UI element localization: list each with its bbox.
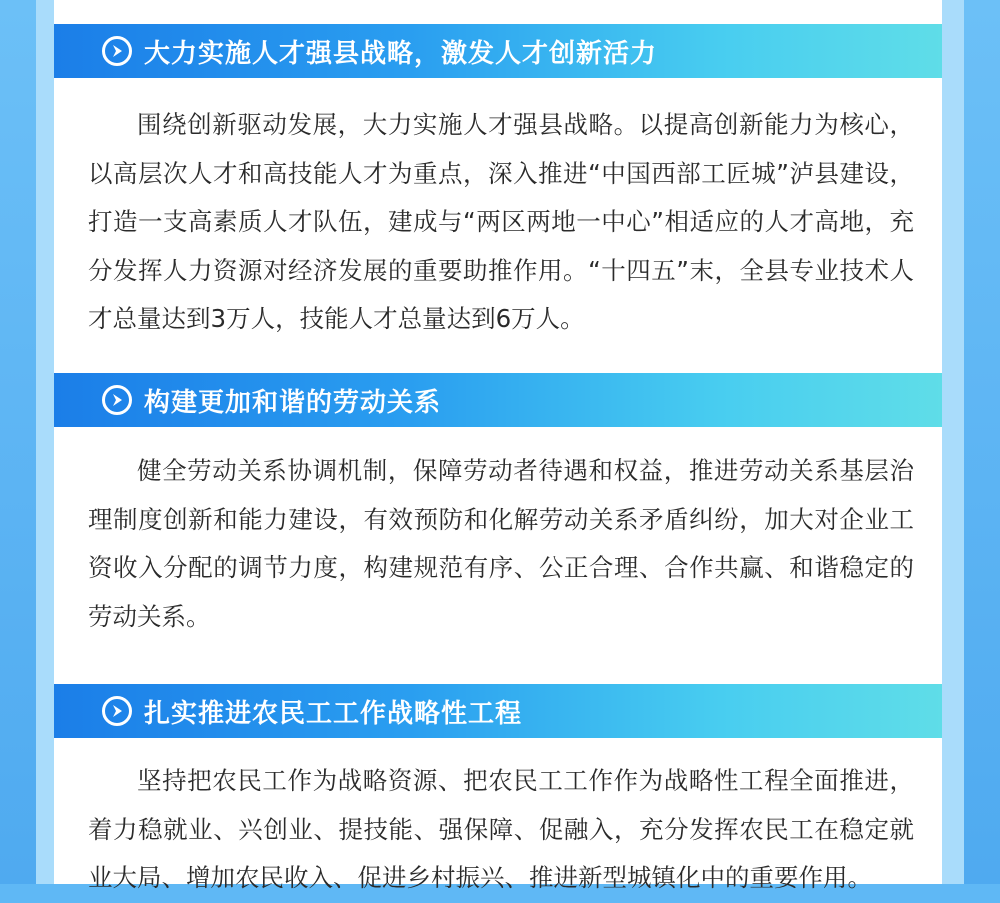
section-paragraph: 健全劳动关系协调机制，保障劳动者待遇和权益，推进劳动关系基层治理制度创新和能力建设，有效预防和化解劳动关系矛盾纠纷，加大对企业工资收入分配的调节力度，构建规范有序、公正合理、合作共赢、和谐稳定的劳动关系。 [88, 456, 914, 631]
section-title: 扎实推进农民工工作战略性工程 [144, 698, 523, 729]
section-header-3 [54, 684, 942, 738]
section-title: 构建更加和谐的劳动关系 [144, 387, 442, 418]
chevron-right-circle-icon [102, 385, 132, 415]
section-header-1 [54, 24, 942, 78]
section-paragraph: 围绕创新驱动发展，大力实施人才强县战略。以提高创新能力为核心，以高层次人才和高技能人才为重点，深入推进“中国西部工匠城”泸县建设，打造一支高素质人才队伍，建成与“两区两地一中心”相适应的人才高地，充分发挥人力资源对经济发展的重要助推作用。“十四五”末，全县专业技术人才总量达到3万人，技能人才总量达到6万人。 [88, 110, 914, 333]
chevron-right-circle-icon [102, 696, 132, 726]
section-paragraph: 坚持把农民工作为战略资源、把农民工工作作为战略性工程全面推进，着力稳就业、兴创业、提技能、强保障、促融入，充分发挥农民工在稳定就业大局、增加农民收入、促进乡村振兴、推进新型城镇化中的重要作用。 [88, 766, 914, 892]
section-title: 大力实施人才强县战略，激发人才创新活力 [144, 38, 658, 69]
chevron-right-circle-icon [102, 36, 132, 66]
section-header-2 [54, 373, 942, 427]
